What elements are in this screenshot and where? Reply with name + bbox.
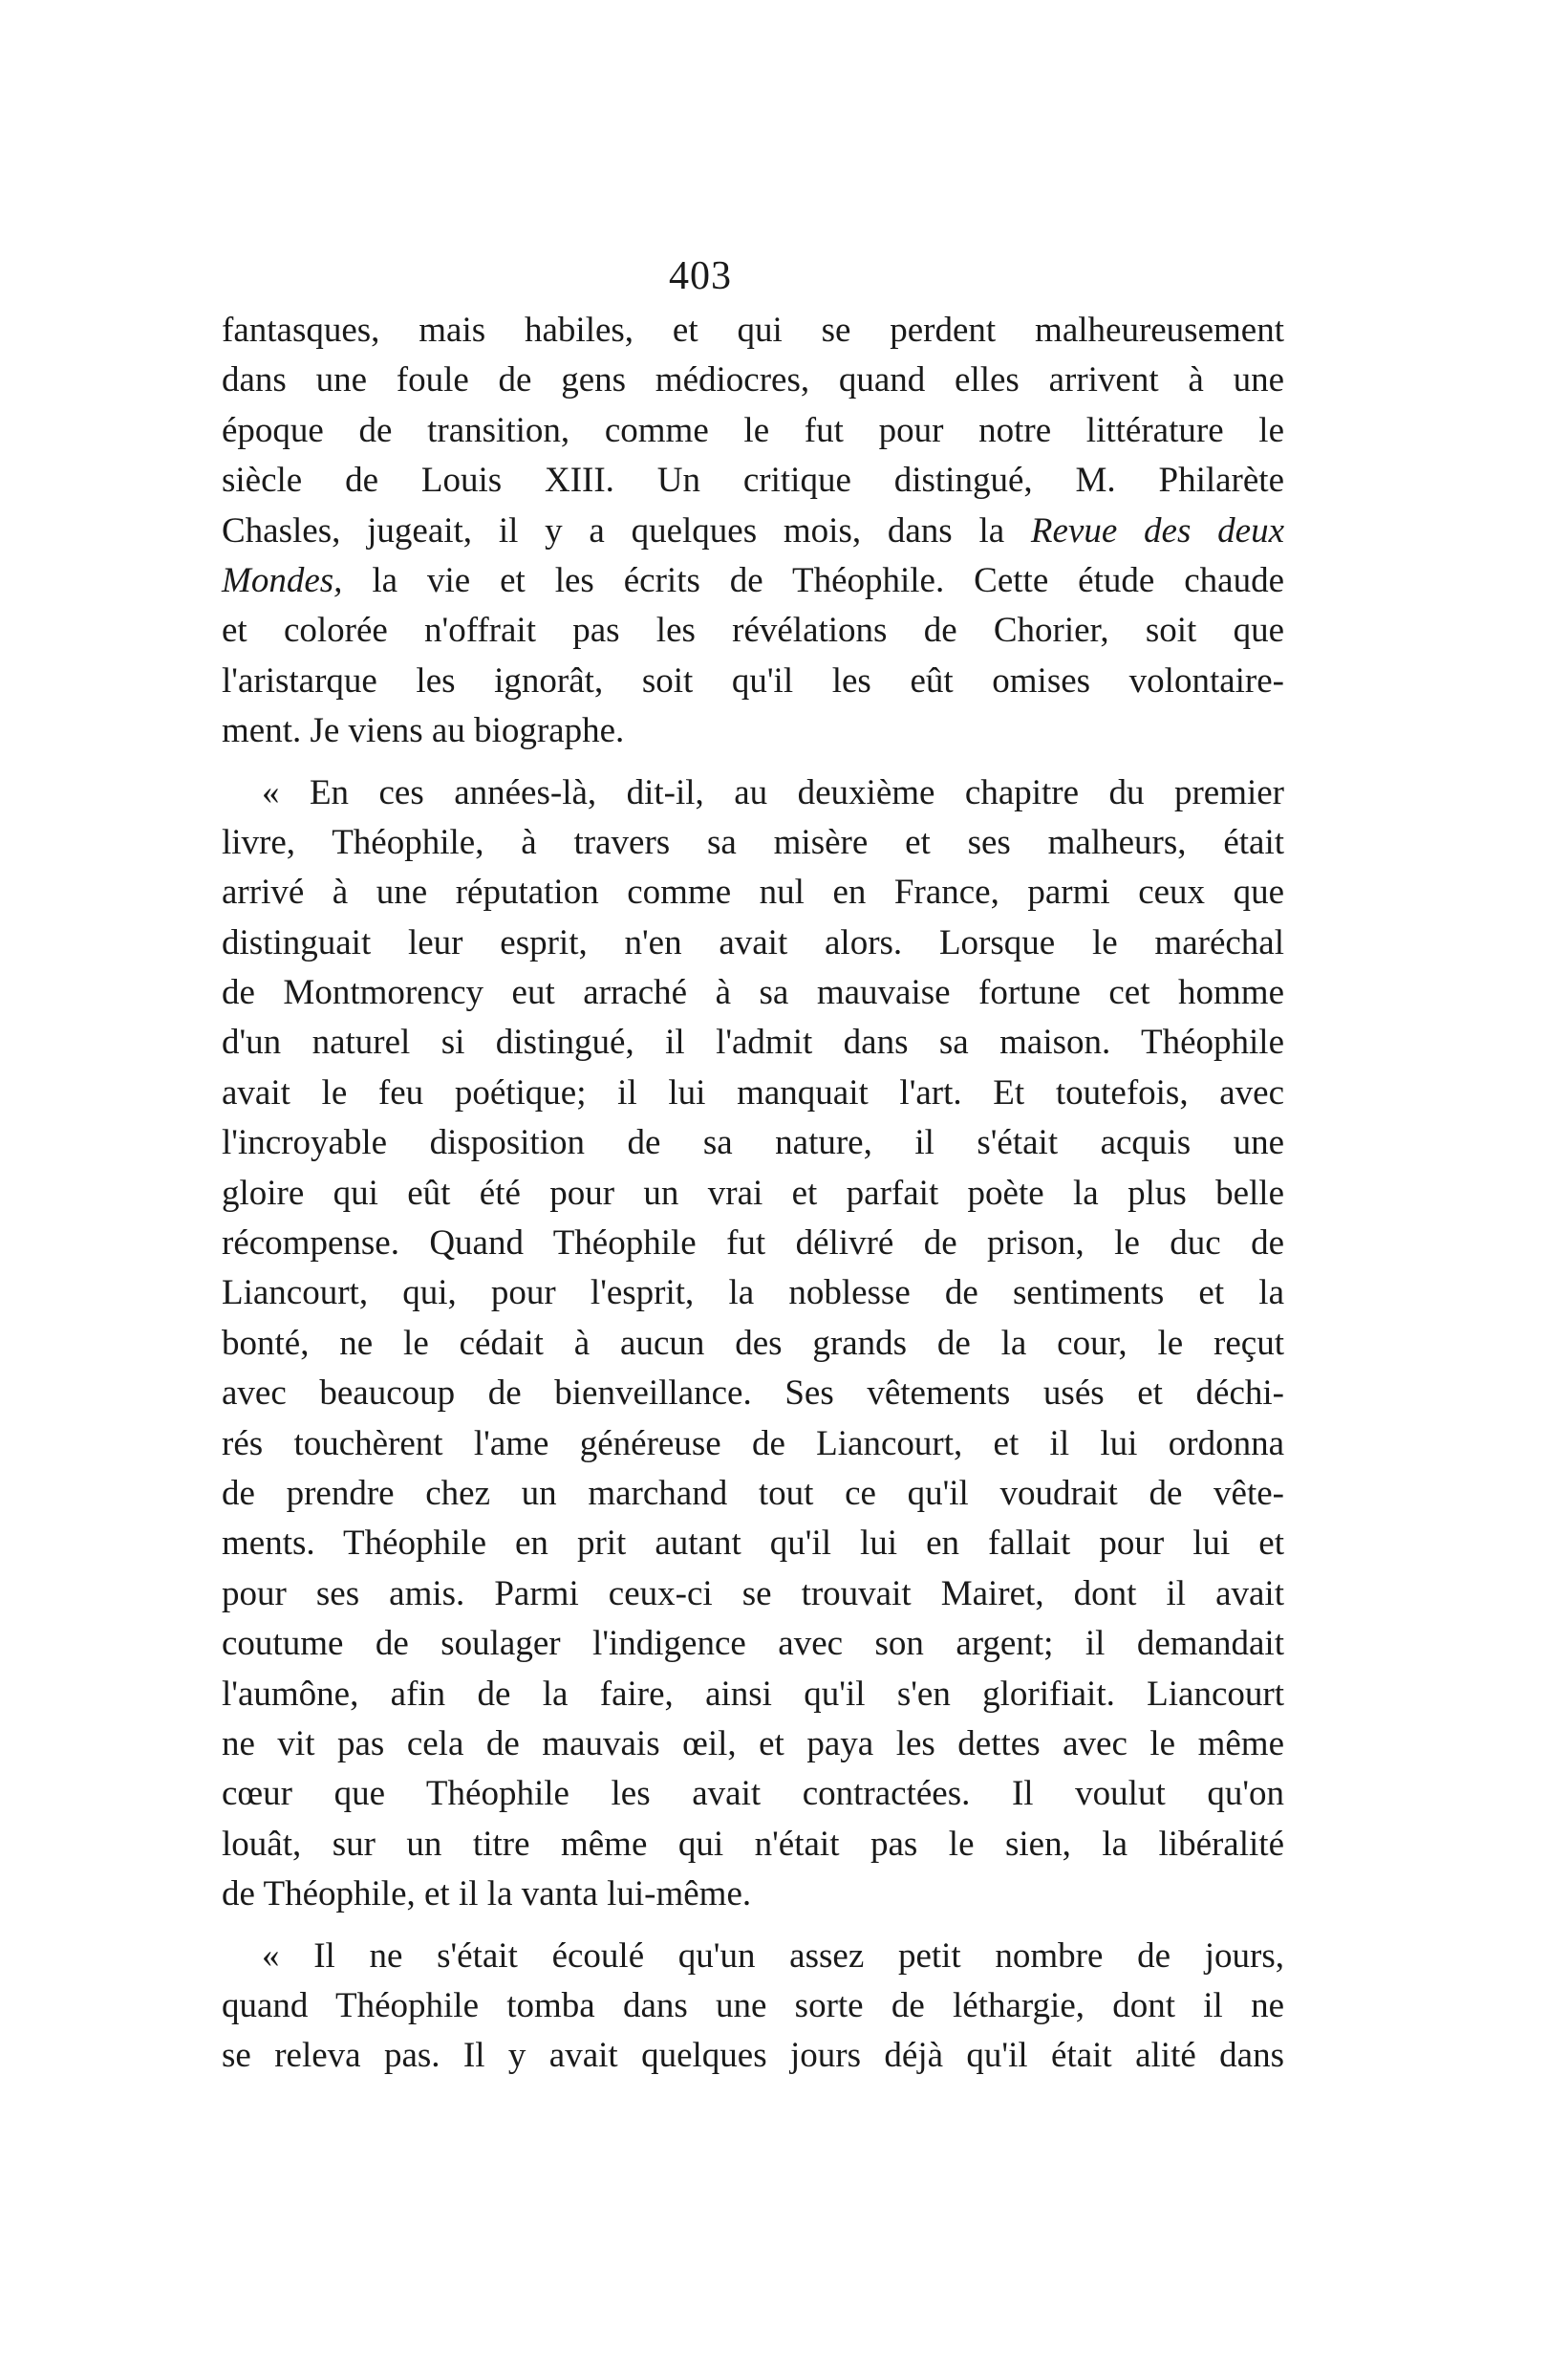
text-line: cœur que Théophile les avait contractées. Il voulut qu'on	[222, 1774, 1284, 1814]
text-line: « Il ne s'était écoulé qu'un assez petit nombre de jours,	[262, 1935, 1284, 1976]
journal-title-cont: Mondes,	[222, 560, 343, 600]
text-line: ne vit pas cela de mauvais œil, et paya les dettes avec le même	[222, 1723, 1284, 1763]
text-line: d'un naturel si distingué, il l'admit dans sa maison. Théophile	[222, 1023, 1284, 1063]
text-line: dans une foule de gens médiocres, quand elles arrivent à une	[222, 360, 1284, 400]
text-segment: la vie et les écrits de Théophile. Cette étude chaude	[342, 560, 1284, 600]
text-line: gloire qui eût été pour un vrai et parfait poète la plus belle	[222, 1173, 1284, 1213]
text-line: de Montmorency eut arraché à sa mauvaise fortune cet homme	[222, 973, 1284, 1013]
journal-title: Revue des deux	[1030, 510, 1284, 551]
text-line	[222, 556, 1284, 606]
text-line: siècle de Louis XIII. Un critique distingué, M. Philarète	[222, 461, 1284, 501]
text-line: pour ses amis. Parmi ceux-ci se trouvait Mairet, dont il avait	[222, 1573, 1284, 1613]
text-line: livre, Théophile, à travers sa misère et ses malheurs, était	[222, 822, 1284, 862]
text-line: l'aumône, afin de la faire, ainsi qu'il s'en glorifiait. Liancourt	[222, 1674, 1284, 1714]
text-line: fantasques, mais habiles, et qui se perdent malheureusement	[222, 311, 1284, 350]
text-line: rés touchèrent l'ame généreuse de Liancourt, et il lui ordonna	[222, 1423, 1284, 1463]
text-line: et colorée n'offrait pas les révélations de Chorier, soit que	[222, 611, 1284, 651]
text-line: époque de transition, comme le fut pour notre littérature le	[222, 410, 1284, 450]
text-line: récompense. Quand Théophile fut délivré de prison, le duc de	[222, 1223, 1284, 1264]
text-line: quand Théophile tomba dans une sorte de léthargie, dont il ne	[222, 1985, 1284, 2025]
text-line: arrivé à une réputation comme nul en France, parmi ceux que	[222, 873, 1284, 913]
body-text	[222, 306, 1284, 2082]
text-line: avec beaucoup de bienveillance. Ses vêtements usés et déchi-	[222, 1373, 1284, 1414]
text-line: avait le feu poétique; il lui manquait l'art. Et toutefois, avec	[222, 1072, 1284, 1113]
text-line: se releva pas. Il y avait quelques jours déjà qu'il était alité dans	[222, 2036, 1284, 2076]
text-line: l'aristarque les ignorât, soit qu'il les eût omises volontaire-	[222, 660, 1284, 701]
text-line: louât, sur un titre même qui n'était pas le sien, la libéralité	[222, 1824, 1284, 1864]
page-number: 403	[669, 254, 732, 298]
text-line: Liancourt, qui, pour l'esprit, la noblesse de sentiments et la	[222, 1273, 1284, 1313]
text-line: ments. Théophile en prit autant qu'il lui en fallait pour lui et	[222, 1524, 1284, 1564]
text-line: distinguait leur esprit, n'en avait alors. Lorsque le maréchal	[222, 922, 1284, 962]
text-line: coutume de soulager l'indigence avec son argent; il demandait	[222, 1624, 1284, 1664]
text-line: bonté, ne le cédait à aucun des grands de la cour, le reçut	[222, 1323, 1284, 1363]
text-line: de Théophile, et il la vanta lui-même.	[222, 1874, 752, 1914]
text-line: ment. Je viens au biographe.	[222, 711, 625, 751]
text-line	[222, 507, 1284, 556]
text-line: l'incroyable disposition de sa nature, il s'était acquis une	[222, 1123, 1284, 1163]
text-line: de prendre chez un marchand tout ce qu'il voudrait de vête-	[222, 1473, 1284, 1513]
text-line: « En ces années-là, dit-il, au deuxième chapitre du premier	[262, 772, 1284, 812]
text-segment: Chasles, jugeait, il y a quelques mois, dans la	[222, 510, 1005, 551]
